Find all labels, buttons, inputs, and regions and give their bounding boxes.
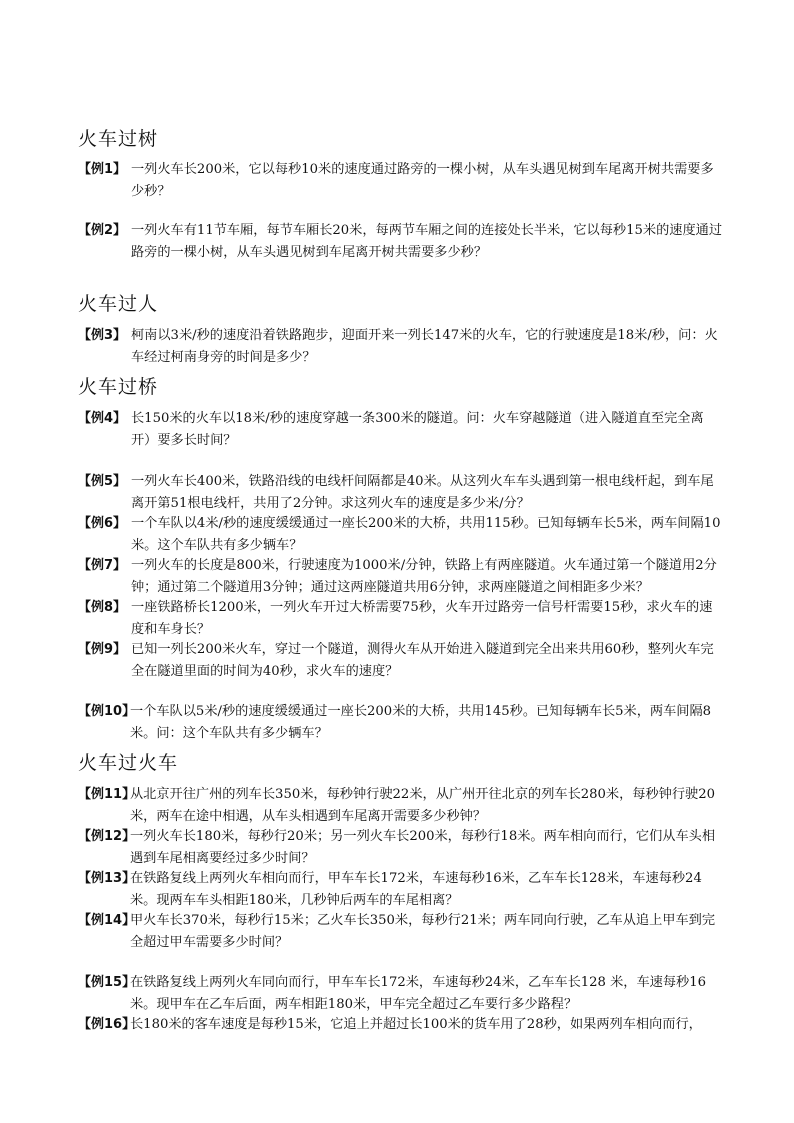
example-tag: 【例11】 — [78, 787, 136, 802]
example-8 — [78, 597, 723, 641]
example-text: 在铁路复线上两列火车相向而行，甲车车长172米，车速每秒16米，乙车车长128米，车速每秒24米。现两车车头相距180米，几秒钟后两车的车尾相离？ — [130, 871, 702, 908]
example-tag: 【例6】 — [78, 516, 127, 531]
example-9 — [78, 639, 723, 683]
example-tag: 【例9】 — [78, 642, 127, 657]
example-13 — [78, 868, 723, 912]
example-text: 一列火车长180米，每秒行20米；另一列火车长200米，每秒行18米。两车相向而行，它们从车头相遇到车尾相离要经过多少时间？ — [130, 829, 716, 866]
example-text: 一列火车长400米，铁路沿线的电线杆间隔都是40米。从这列火车车头遇到第一根电线杆起，到车尾离开第51根电线杆，共用了2分钟。求这列火车的速度是多少米/分？ — [131, 474, 714, 511]
example-tag: 【例2】 — [78, 223, 127, 238]
example-11 — [78, 784, 723, 828]
example-tag: 【例1】 — [78, 162, 127, 177]
example-text: 在铁路复线上两列火车同向而行，甲车车长172米，车速每秒24米，乙车车长128 米，车速每秒16米。现甲车在乙车后面，两车相距180米，甲车完全超过乙车要行多少路程？ — [130, 975, 707, 1012]
example-text: 一列火车长200米，它以每秒10米的速度通过路旁的一棵小树，从车头遇见树到车尾离开树共需要多少秒？ — [131, 162, 714, 199]
example-tag: 【例13】 — [78, 871, 136, 886]
example-tag: 【例7】 — [78, 558, 127, 573]
example-text: 一列火车的长度是800米，行驶速度为1000米/分钟，铁路上有两座隧道。火车通过第一个隧道用2分钟；通过第二个隧道用3分钟；通过这两座隧道共用6分钟，求两座隧道之间相距多少米？ — [131, 558, 717, 595]
example-text: 一个车队以4米/秒的速度缓缓通过一座长200米的大桥，共用115秒。已知每辆车长5米，两车间隔10米。这个车队共有多少辆车？ — [131, 516, 721, 553]
example-text: 长180米的客车速度是每秒15米，它追上并超过长100米的货车用了28秒，如果两列车相向而行， — [130, 1017, 702, 1032]
example-tag: 【例15】 — [78, 975, 136, 990]
example-5 — [78, 471, 723, 515]
example-3 — [78, 325, 723, 369]
section-title-train-passes-train: 火车过火车 — [78, 752, 179, 774]
example-16 — [78, 1014, 723, 1036]
example-text: 已知一列长200米火车，穿过一个隧道，测得火车从开始进入隧道到完全出来共用60秒，整列火车完全在隧道里面的时间为40秒，求火车的速度？ — [131, 642, 714, 679]
example-tag: 【例10】 — [78, 704, 136, 719]
example-7 — [78, 555, 723, 599]
example-tag: 【例16】 — [78, 1017, 136, 1032]
example-10 — [78, 701, 723, 745]
example-text: 甲火车长370米，每秒行15米；乙火车长350米，每秒行21米；两车同向行驶，乙车从追上甲车到完全超过甲车需要多少时间？ — [130, 913, 716, 950]
example-15 — [78, 972, 723, 1016]
example-1 — [78, 159, 723, 203]
example-tag: 【例14】 — [78, 913, 136, 928]
example-tag: 【例12】 — [78, 829, 136, 844]
example-tag: 【例4】 — [78, 411, 127, 426]
example-tag: 【例8】 — [78, 600, 127, 615]
example-tag: 【例3】 — [78, 328, 127, 343]
section-title-train-passes-person: 火车过人 — [78, 293, 159, 315]
example-6 — [78, 513, 723, 557]
example-2 — [78, 220, 723, 264]
section-title-train-passes-bridge: 火车过桥 — [78, 376, 159, 398]
example-text: 从北京开往广州的列车长350米，每秒钟行驶22米，从广州开往北京的列车长280米，每秒钟行驶20米，两车在途中相遇，从车头相遇到车尾离开需要多少秒钟？ — [130, 787, 716, 824]
example-12 — [78, 826, 723, 870]
section-title-train-passes-tree: 火车过树 — [78, 128, 159, 150]
example-text: 一座铁路桥长1200米，一列火车开过大桥需要75秒，火车开过路旁一信号杆需要15秒，求火车的速度和车身长？ — [131, 600, 713, 637]
example-text: 长150米的火车以18米/秒的速度穿越一条300米的隧道。问：火车穿越隧道（进入隧道直至完全离开）要多长时间？ — [131, 411, 704, 448]
example-text: 一个车队以5米/秒的速度缓缓通过一座长200米的大桥，共用145秒。已知每辆车长5米，两车间隔8米。问：这个车队共有多少辆车？ — [130, 704, 712, 741]
example-4 — [78, 408, 723, 452]
example-text: 柯南以3米/秒的速度沿着铁路跑步，迎面开来一列长147米的火车，它的行驶速度是18米/秒，问：火车经过柯南身旁的时间是多少？ — [131, 328, 718, 365]
example-text: 一列火车有11节车厢，每节车厢长20米，每两节车厢之间的连接处长半米，它以每秒15米的速度通过路旁的一棵小树，从车头遇见树到车尾离开树共需要多少秒？ — [131, 223, 723, 260]
example-tag: 【例5】 — [78, 474, 127, 489]
example-14 — [78, 910, 723, 954]
